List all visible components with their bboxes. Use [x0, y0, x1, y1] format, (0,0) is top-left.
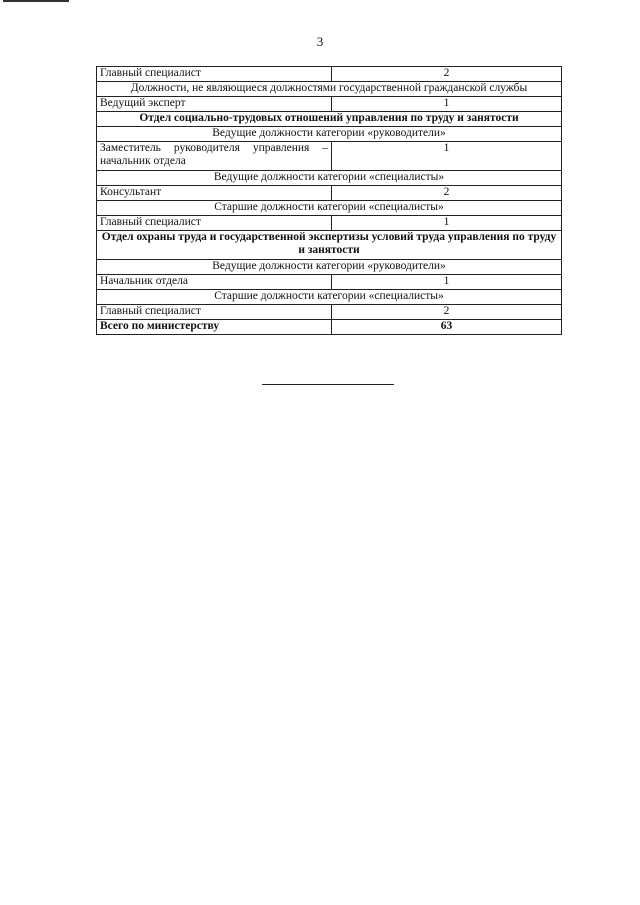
count-cell: 2 [332, 186, 562, 201]
category-row [97, 127, 562, 142]
count-cell: 1 [332, 97, 562, 112]
category-row [97, 260, 562, 275]
total-row [97, 320, 562, 335]
total-count: 63 [332, 320, 562, 335]
category-heading: Старшие должности категории «специалисты» [97, 201, 562, 216]
category-row [97, 171, 562, 186]
total-label: Всего по министерству [97, 320, 332, 335]
top-edge-rule [3, 0, 69, 2]
category-heading: Ведущие должности категории «руководители» [97, 127, 562, 142]
table-row [97, 305, 562, 320]
closing-rule [262, 384, 394, 385]
category-heading: Старшие должности категории «специалисты» [97, 290, 562, 305]
table-row [97, 97, 562, 112]
category-heading: Ведущие должности категории «руководители» [97, 260, 562, 275]
position-cell: Начальник отдела [97, 275, 332, 290]
count-cell: 2 [332, 67, 562, 82]
department-row [97, 112, 562, 127]
position-cell: Ведущий эксперт [97, 97, 332, 112]
position-cell: Заместитель руководителя управления – начальник отдела [97, 142, 332, 171]
department-heading: Отдел охраны труда и государственной экспертизы условий труда управления по труду и занятости [97, 231, 562, 260]
count-cell: 2 [332, 305, 562, 320]
category-heading: Ведущие должности категории «специалисты» [97, 171, 562, 186]
category-row [97, 290, 562, 305]
position-cell: Консультант [97, 186, 332, 201]
table-row [97, 186, 562, 201]
position-cell: Главный специалист [97, 67, 332, 82]
department-heading: Отдел социально-трудовых отношений управления по труду и занятости [97, 112, 562, 127]
category-row [97, 82, 562, 97]
table-row [97, 216, 562, 231]
category-row [97, 201, 562, 216]
page-number: 3 [316, 34, 324, 49]
staffing-table [96, 66, 562, 335]
department-row [97, 231, 562, 260]
count-cell: 1 [332, 275, 562, 290]
table-row [97, 67, 562, 82]
position-cell: Главный специалист [97, 216, 332, 231]
table-row [97, 275, 562, 290]
count-cell: 1 [332, 142, 562, 171]
category-heading: Должности, не являющиеся должностями государственной гражданской службы [97, 82, 562, 97]
table-row [97, 142, 562, 171]
count-cell: 1 [332, 216, 562, 231]
position-cell: Главный специалист [97, 305, 332, 320]
